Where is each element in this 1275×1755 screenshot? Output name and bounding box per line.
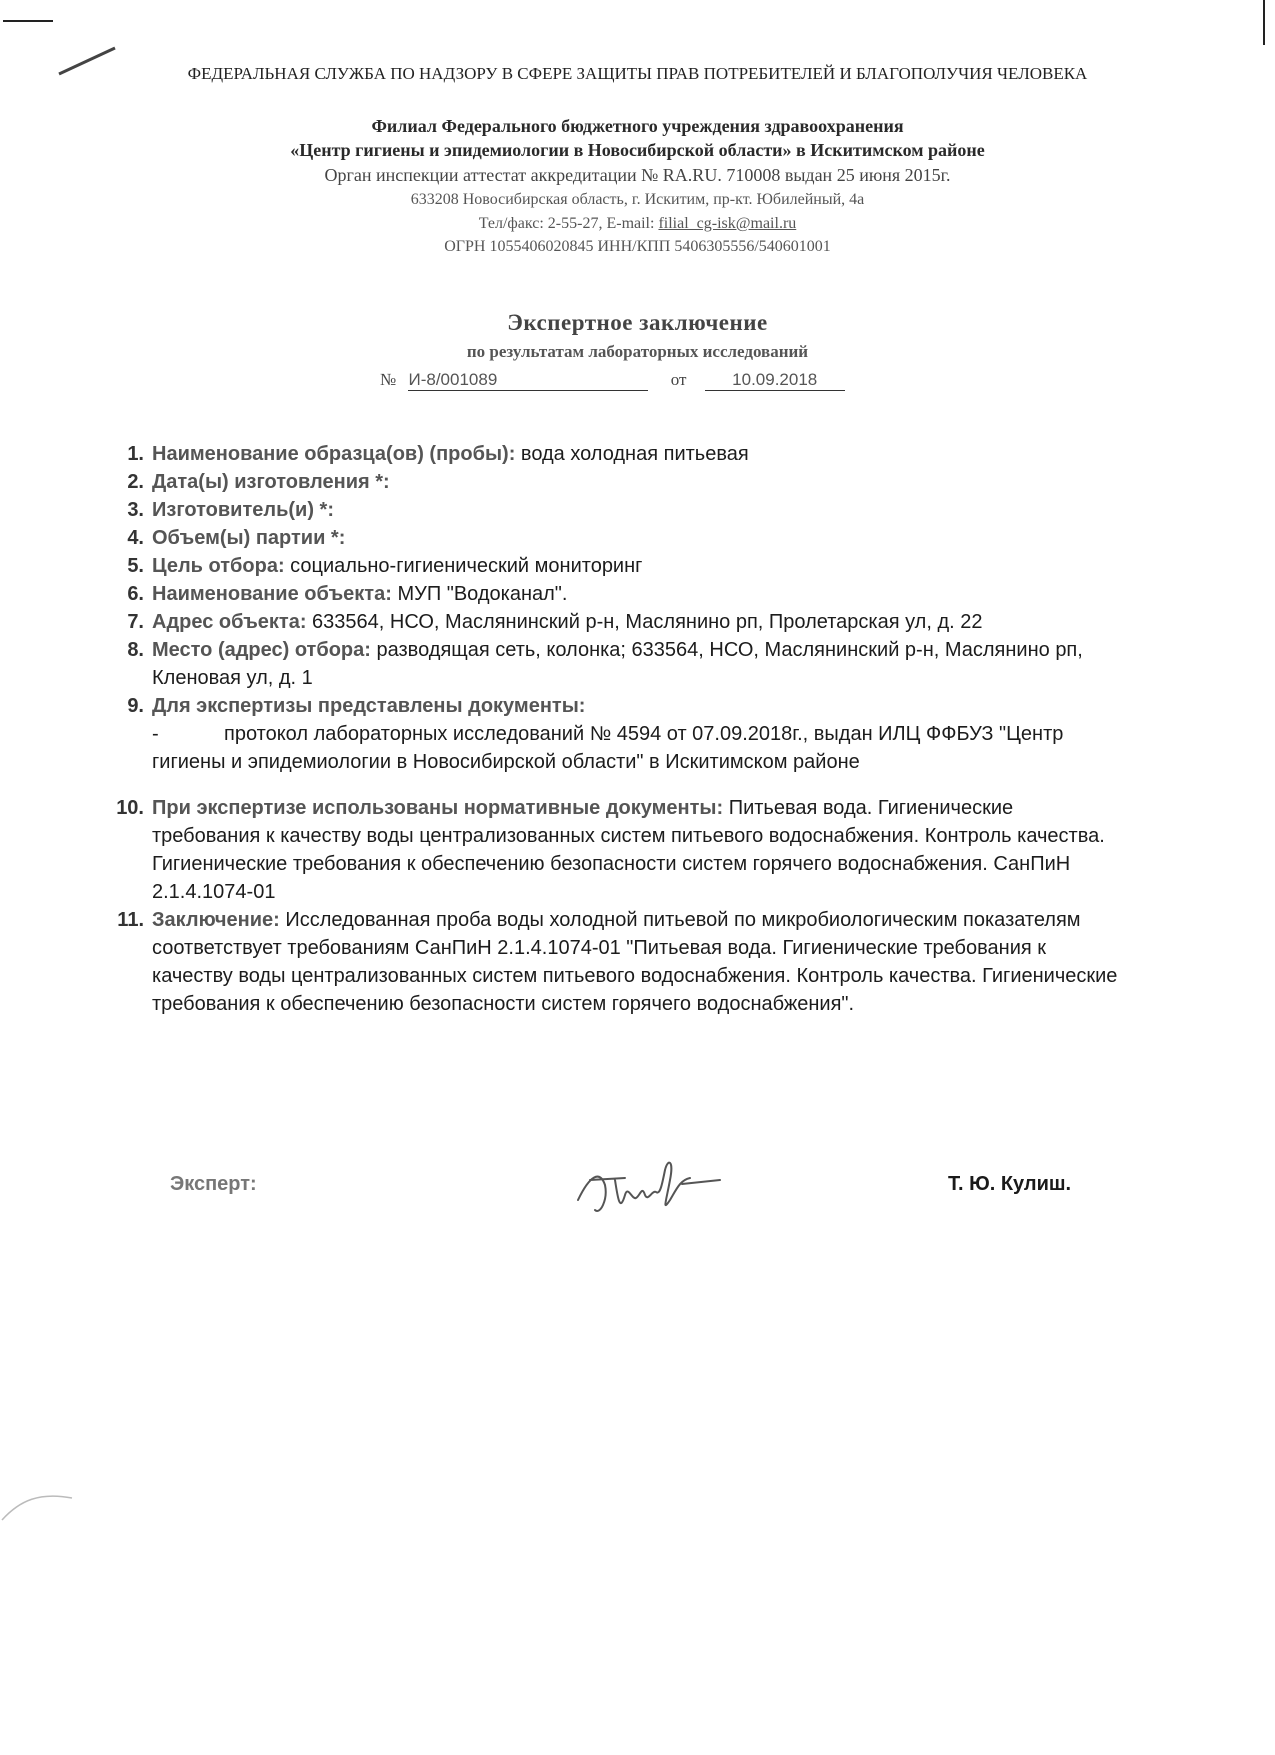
document-title: Экспертное заключение [507,310,768,335]
item-label: Цель отбора: [152,555,285,577]
item-label: Наименование объекта: [152,583,392,605]
institution-name-line1: Филиал Федерального бюджетного учреждения здравоохранения [371,116,904,136]
item-label: Место (адрес) отбора: [152,639,371,661]
institution-name-line2: «Центр гигиены и эпидемиологии в Новосибирской области» в Искитимском районе [290,140,985,160]
contacts-line [0,215,1275,233]
list-item: 7. Адрес объекта: 633564, НСО, Маслянинский р-н, Маслянино рп, Пролетарская ул, д. 22 [127,611,983,633]
list-item: 4. Объем(ы) партии *: [127,527,346,549]
document-number-line [380,370,845,391]
expert-name: Т. Ю. Кулиш. [948,1173,1072,1195]
document-entry [152,720,1125,776]
item-label: Адрес объекта: [152,611,307,633]
item-value: МУП "Водоканал". [391,583,568,605]
list-item: 1. Наименование образца(ов) (пробы): вода холодная питьевая [127,443,749,465]
doc-text: протокол лабораторных исследований № 4594 от 07.09.2018г., выдан ИЛЦ ФФБУЗ "Центр гигиены и эпидемиологии в Новосибирской области" в Искитимском районе [152,723,1064,773]
scan-artifact-arc [0,1480,80,1560]
handwritten-signature [570,1140,740,1230]
item-label: Наименование образца(ов) (пробы): [152,443,516,465]
date-label: от [670,370,687,389]
document-subtitle: по результатам лабораторных исследований [466,342,809,361]
item-value: вода холодная питьевая [515,443,749,465]
item-value: 633564, НСО, Маслянинский р-н, Маслянино рп, Пролетарская ул, д. 22 [306,611,983,633]
agency-header: ФЕДЕРАЛЬНАЯ СЛУЖБА ПО НАДЗОРУ В СФЕРЕ ЗАЩИТЫ ПРАВ ПОТРЕБИТЕЛЕЙ И БЛАГОПОЛУЧИЯ ЧЕЛОВЕКА [187,64,1088,83]
doc-dash: - [152,723,159,745]
list-item: 9. Для экспертизы представлены документы: - протокол лабораторных исследований № 4594 от 07.09.2018г., выдан ИЛЦ ФФБУЗ "Центр гигиены и эпидемиологии в Новосибирской области" в Искитимском районе [110,692,1125,776]
document-number: И-8/001089 [408,370,648,391]
list-item: 5. Цель отбора: социально-гигиенический мониторинг [127,555,643,577]
list-item: 10. При экспертизе использованы нормативные документы: Питьевая вода. Гигиенические требования к качеству воды централизованных систем питьевого водоснабжения. Контроль качества. Гигиенические требования к обеспечению безопасности систем горячего водоснабжения. СанПиН 2.1.4.1074-01 [116,797,1105,903]
conclusion-items [110,440,1125,1018]
contacts-prefix: Тел/факс: 2-55-27, E-mail: [478,215,659,232]
list-item: 11. Заключение: Исследованная проба воды холодной питьевой по микробиологическим показателям соответствует требованиям СанПиН 2.1.4.1074-01 "Питьевая вода. Гигиенические требования к качеству воды централизованных систем питьевого водоснабжения. Контроль качества. Гигиенические требования к обеспечению безопасности систем горячего водоснабжения". [117,909,1118,1015]
number-label: № [380,370,397,389]
email-link[interactable]: filial_cg-isk@mail.ru [658,215,797,232]
list-item: 2. Дата(ы) изготовления *: [127,471,390,493]
list-item: 8. Место (адрес) отбора: разводящая сеть, колонка; 633564, НСО, Маслянинский р-н, Маслянино рп, Кленовая ул, д. 1 [127,639,1083,689]
item-value: Исследованная проба воды холодной питьевой по микробиологическим показателям соответствует требованиям СанПиН 2.1.4.1074-01 "Питьевая вода. Гигиенические требования к качеству воды централизованных систем питьевого водоснабжения. Контроль качества. Гигиенические требования к обеспечению безопасности систем горячего водоснабжения". [152,909,1118,1015]
accreditation-line: Орган инспекции аттестат аккредитации № RA.RU. 710008 выдан 25 июня 2015г. [324,165,951,185]
item-label: Для экспертизы представлены документы: [152,695,586,717]
item-label: Дата(ы) изготовления *: [152,471,390,493]
item-value: социально-гигиенический мониторинг [284,555,643,577]
document-date: 10.09.2018 [705,370,845,391]
item-label: Заключение: [152,909,280,931]
item-label: Изготовитель(и) *: [152,499,334,521]
item-value: Питьевая вода. Гигиенические требования к качеству воды централизованных систем питьевого водоснабжения. Контроль качества. Гигиенические требования к обеспечению безопасности систем горячего водоснабжения. СанПиН 2.1.4.1074-01 [152,797,1105,903]
item-label: При экспертизе использованы нормативные документы: [152,797,724,819]
list-item: 6. Наименование объекта: МУП "Водоканал". [127,583,568,605]
scan-edge-mark [1263,0,1265,45]
item-value: разводящая сеть, колонка; 633564, НСО, Маслянинский р-н, Маслянино рп, Кленовая ул, д. 1 [152,639,1083,689]
item-label: Объем(ы) партии *: [152,527,346,549]
address-line: 633208 Новосибирская область, г. Искитим, пр-кт. Юбилейный, 4а [410,191,865,208]
expert-label: Эксперт: [170,1173,257,1195]
registry-line: ОГРН 1055406020845 ИНН/КПП 5406305556/540601001 [444,238,831,255]
scan-corner-mark [3,20,53,22]
list-item: 3. Изготовитель(и) *: [127,499,334,521]
